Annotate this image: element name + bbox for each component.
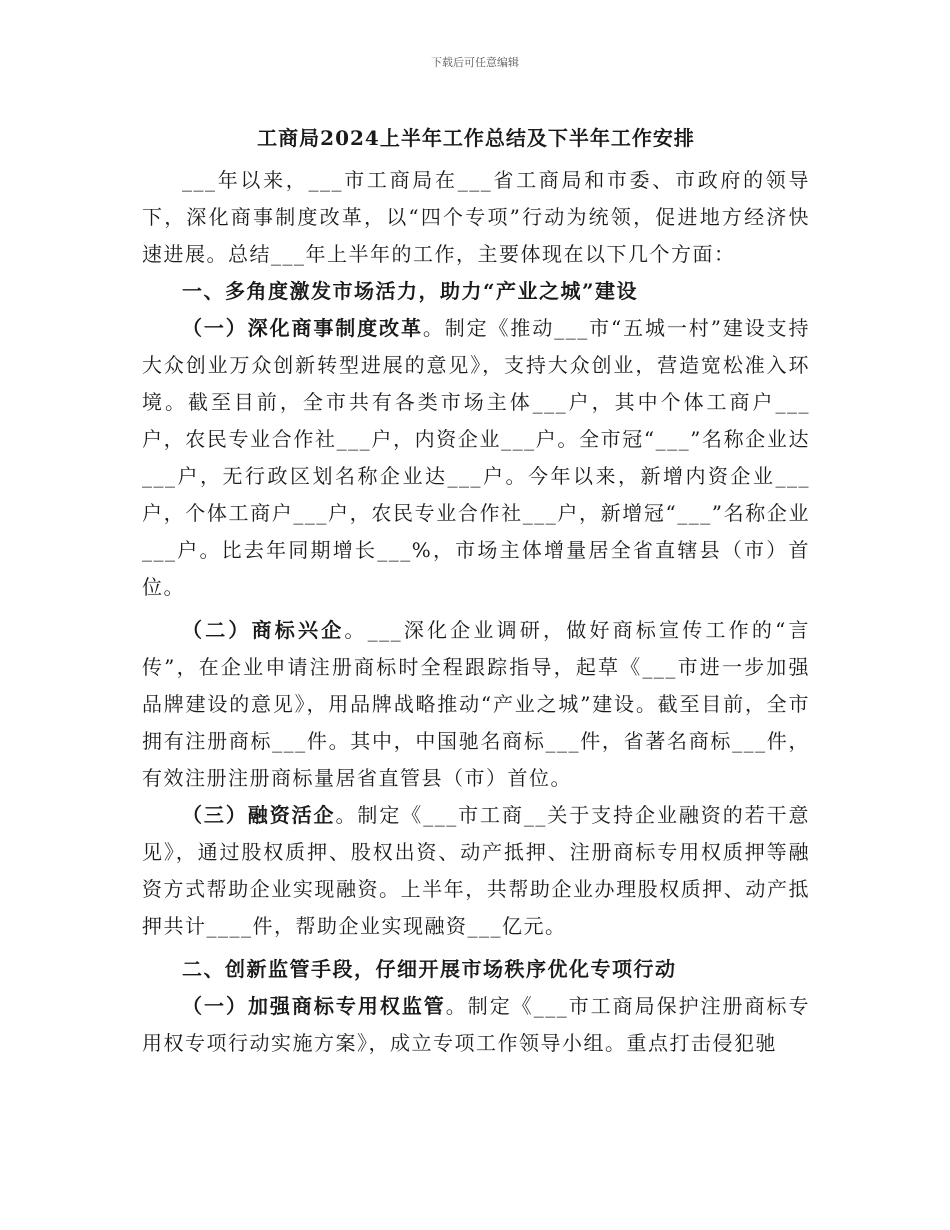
section-1-item-3	[142, 797, 810, 945]
item-text: 。制定《___市工商__关于支持企业融资的若干意见》，通过股权质押、股权出资、动产抵押、注册商标专用权质押等融资方式帮助企业实现融资。上半年，共帮助企业办理股权质押、动产抵押共计____件，帮助企业实现融资___亿元。	[142, 803, 811, 938]
item-text: 。___深化企业调研，做好商标宣传工作的“言传”，在企业申请注册商标时全程跟踪指导，起草《___市进一步加强品牌建设的意见》，用品牌战略推动“产业之城”建设。截至目前，全市拥有注册商标___件。其中，中国驰名商标___件，省著名商标___件，有效注册注册商标量居省直管县（市）首位。	[142, 618, 810, 790]
section-1-heading: 一、多角度激发市场活力，助力“产业之城”建设	[182, 279, 639, 303]
document-title: 工商局2024上半年工作总结及下半年工作安排	[257, 126, 695, 150]
section-2-heading: 二、创新监管手段，仔细开展市场秩序优化专项行动	[182, 957, 677, 981]
header-note: 下载后可任意编辑	[431, 56, 519, 69]
item-lead: （二）商标兴企	[182, 618, 345, 642]
item-text: 。制定《___市工商局保护注册商标专用权专项行动实施方案》，成立专项工作领导小组。重点打击侵犯驰	[142, 994, 811, 1055]
document-body	[142, 118, 810, 1062]
section-2-item-1	[142, 988, 810, 1062]
section-1-item-2	[142, 612, 810, 797]
item-lead: （三）融资活企	[182, 803, 336, 827]
item-text: 。制定《推动___市“五城一村”建设支持大众创业万众创新转型进展的意见》，支持大众创业，营造宽松准入环境。截至目前，全市共有各类市场主体___户，其中个体工商户___户，农民专业合作社___户，内资企业___户。全市冠“___”名称企业达___户，无行政区划名称企业达___户。今年以来，新增内资企业___户，个体工商户___户，农民专业合作社___户，新增冠“___”名称企业___户。比去年同期增长___%，市场主体增量居全省直辖县（市）首位。	[142, 316, 810, 599]
intro-paragraph: ___年以来，___市工商局在___省工商局和市委、市政府的领导下，深化商事制度改革，以“四个专项”行动为统领，促进地方经济快速进展。总结___年上半年的工作，主要体现在以下几个方面：	[142, 168, 810, 266]
item-lead: （一）加强商标专用权监管	[182, 994, 446, 1018]
item-lead: （一）深化商事制度改革	[182, 316, 423, 340]
section-1-item-1	[142, 310, 810, 606]
